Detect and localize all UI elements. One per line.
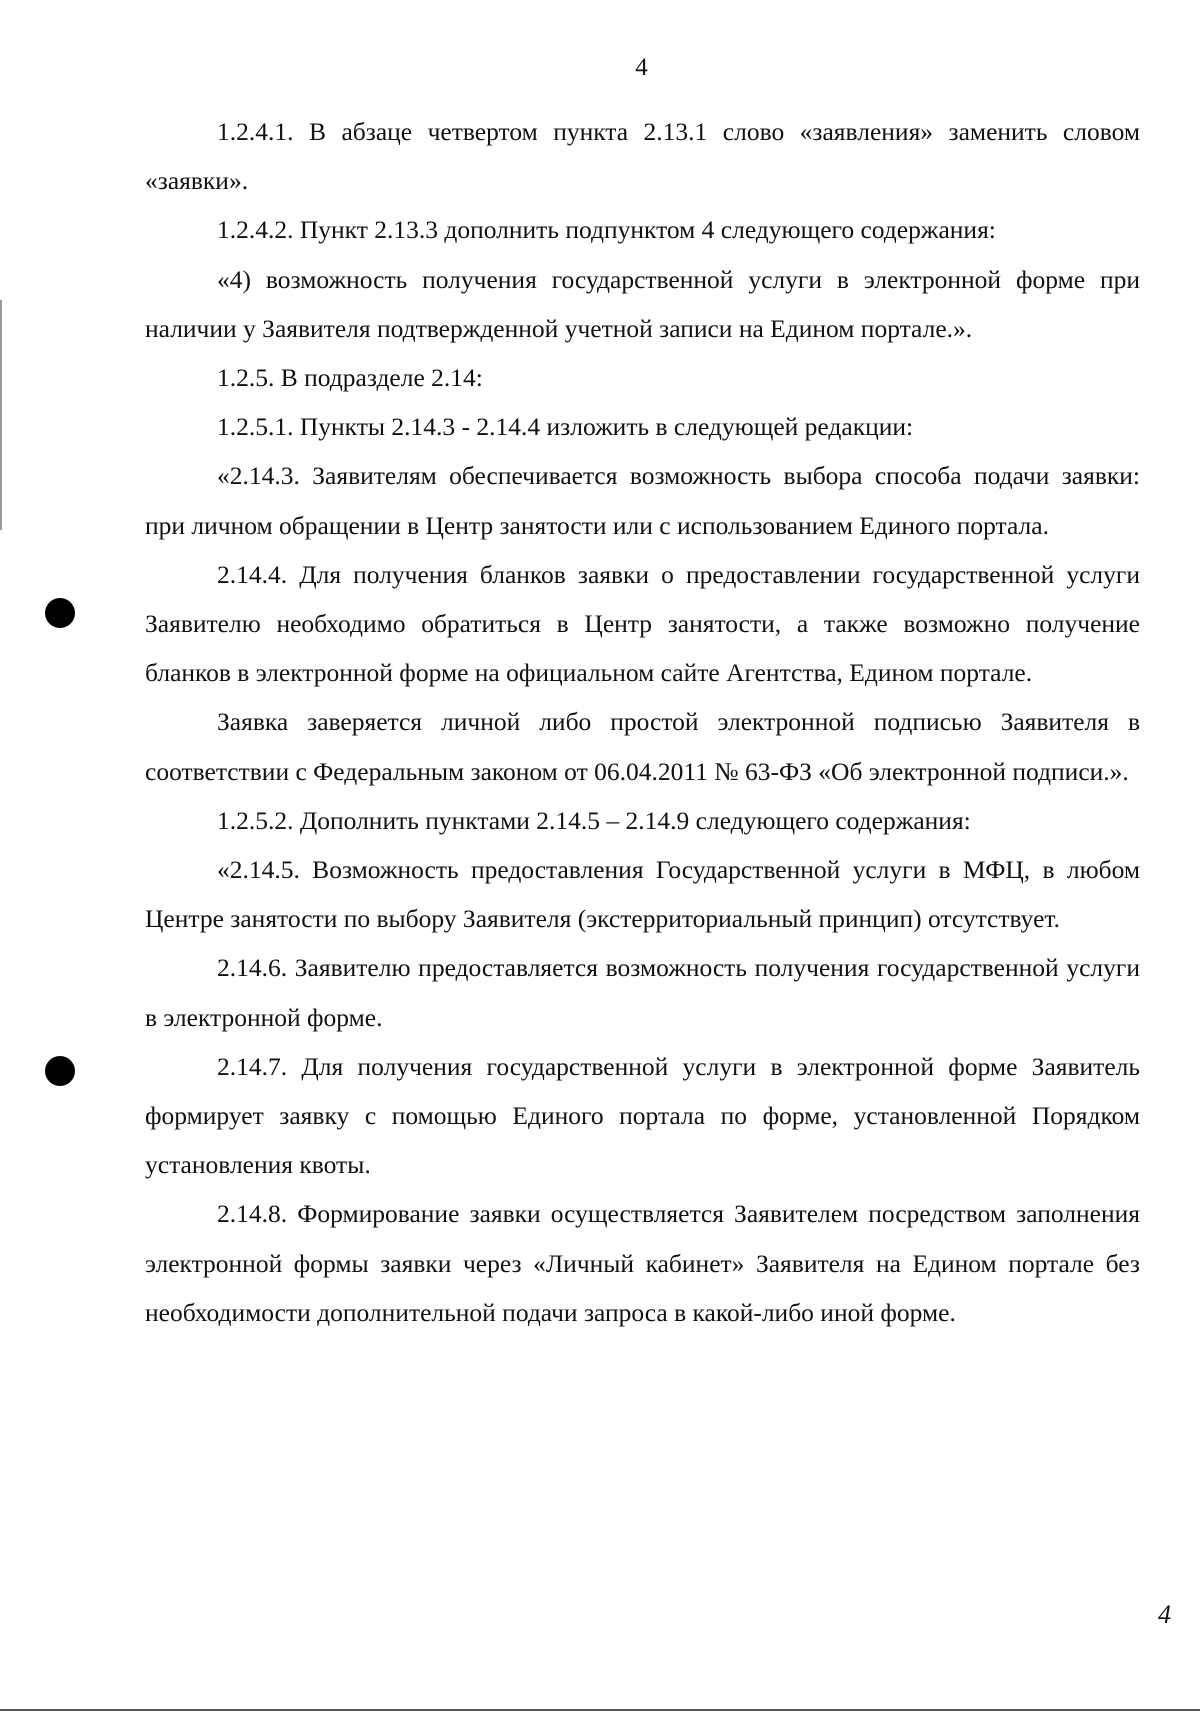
paragraph-1-2-4-2: 1.2.4.2. Пункт 2.13.3 дополнить подпунктом 4 следующего содержания:: [217, 215, 996, 245]
page-number: 4: [635, 54, 648, 81]
paragraph-1-2-5: 1.2.5. В подразделе 2.14:: [217, 363, 483, 393]
paragraph-2-14-6: 2.14.6. Заявителю предоставляется возможность получения государственной услуги в электронной форме.: [145, 953, 1140, 1032]
paragraph-subitem-4: «4) возможность получения государственной услуги в электронной форме при наличии у Заявителя подтвержденной учетной записи на Едином портале.».: [145, 264, 1140, 343]
paragraph-2-14-8: 2.14.8. Формирование заявки осуществляется Заявителем посредством заполнения электронной формы заявки через «Личный кабинет» Заявителя на Едином портале без необходимости дополнительной подачи запроса в какой-либо иной форме.: [145, 1199, 1140, 1327]
paragraph-2-14-7: 2.14.7. Для получения государственной услуги в электронной форме Заявитель формирует заявку с помощью Единого портала по форме, установленной Порядком установления квоты.: [145, 1051, 1140, 1180]
paragraph-1-2-4-1: 1.2.4.1. В абзаце четвертом пункта 2.13.1 слово «заявления» заменить словом «заявки».: [145, 117, 1140, 196]
paragraph-signature: Заявка заверяется личной либо простой электронной подписью Заявителя в соответствии с Федеральным законом от 06.04.2011 № 63-ФЗ «Об электронной подписи.».: [145, 707, 1140, 786]
scan-bottom-edge: [0, 1709, 1200, 1711]
document-body: [145, 107, 1140, 1337]
punch-hole: [45, 1056, 75, 1086]
paragraph-2-14-5: «2.14.5. Возможность предоставления Государственной услуги в МФЦ, в любом Центре занятости по выбору Заявителя (экстерриториальный принцип) отсутствует.: [145, 855, 1140, 934]
paragraph-1-2-5-1: 1.2.5.1. Пункты 2.14.3 - 2.14.4 изложить в следующей редакции:: [217, 412, 914, 442]
scan-edge-line: [0, 300, 2, 530]
punch-hole: [45, 598, 75, 628]
handwritten-mark: 4: [1158, 1600, 1171, 1629]
paragraph-2-14-4: 2.14.4. Для получения бланков заявки о предоставлении государственной услуги Заявителю необходимо обратиться в Центр занятости, а также возможно получение бланков в электронной форме на официальном сайте Агентства, Едином портале.: [145, 559, 1140, 688]
paragraph-2-14-3: «2.14.3. Заявителям обеспечивается возможность выбора способа подачи заявки: при личном обращении в Центр занятости или с использованием Единого портала.: [145, 461, 1140, 540]
paragraph-1-2-5-2: 1.2.5.2. Дополнить пунктами 2.14.5 – 2.14.9 следующего содержания:: [217, 805, 971, 835]
